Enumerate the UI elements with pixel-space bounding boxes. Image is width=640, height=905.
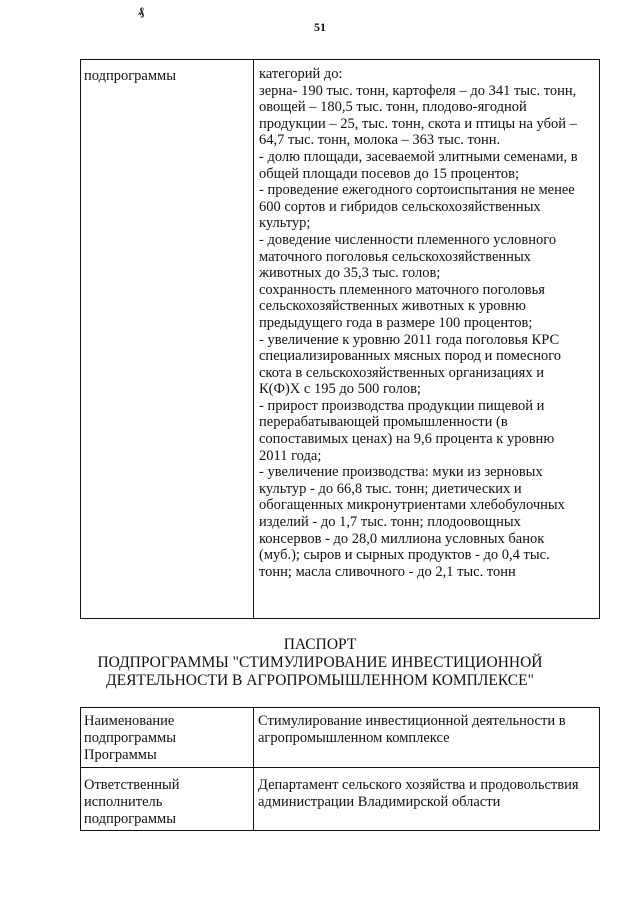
target-line: животных до 35,3 тыс. голов; (259, 265, 441, 282)
target-line: сельскохозяйственных животных к уровню (259, 298, 526, 315)
target-line: - проведение ежегодного сортоиспытания не менее (259, 182, 575, 199)
passport-subtitle-line: ПОДПРОГРАММЫ "СТИМУЛИРОВАНИЕ ИНВЕСТИЦИОННОЙ (97, 654, 543, 671)
target-line: 64,7 тыс. тонн, молока – 363 тыс. тонн. (259, 132, 501, 149)
cell-line: агропромышленном комплексе (258, 730, 450, 746)
cell-line: подпрограммы (84, 730, 176, 746)
table-row-divider (81, 767, 599, 768)
page-number: 51 (314, 20, 326, 34)
target-line: изделий - до 1,7 тыс. тонн; плодоовощных (259, 514, 521, 531)
cell-line: Стимулирование инвестиционной деятельности в (258, 713, 566, 729)
target-line: сопоставимых ценах) на 9,6 процента к уровню (259, 431, 555, 448)
target-line: категорий до: (259, 66, 343, 82)
table-cell-executor-value (258, 777, 598, 811)
table-column-divider (253, 60, 254, 618)
target-line: - увеличение производства: муки из зерновых (259, 464, 543, 481)
target-line: - прирост производства продукции пищевой и (259, 397, 545, 414)
target-line: предыдущего года в размере 100 процентов; (259, 314, 533, 331)
target-line: 600 сортов и гибридов сельскохозяйственных (259, 198, 541, 215)
target-line: - долю площади, засеваемой элитными семенами, в (259, 148, 578, 165)
table-column-divider (253, 708, 254, 830)
target-line: перерабатывающей промышленности (в (259, 414, 508, 431)
cell-line: Ответственный (84, 777, 180, 793)
passport-title: ПАСПОРТ (283, 636, 357, 653)
target-line: специализированных мясных пород и помесного (259, 348, 562, 365)
target-line: маточного поголовья сельскохозяйственных (259, 248, 531, 265)
target-line: зерна- 190 тыс. тонн, картофеля – до 341 тыс. тонн, (259, 82, 577, 99)
table-cell-name-label (84, 713, 249, 764)
cell-line: подпрограммы (84, 811, 176, 827)
target-line: (муб.); сыров и сырных продуктов - до 0,4 тыс. (259, 547, 550, 564)
target-line: обогащенных микронутриентами хлебобулочных (259, 497, 565, 514)
passport-table (80, 707, 600, 831)
target-line: общей площади посевов до 15 процентов; (259, 165, 519, 182)
cell-line: Департамент сельского хозяйства и продовольствия (258, 777, 579, 793)
target-line: продукции – 25, тыс. тонн, скота и птицы на убой – (259, 115, 577, 132)
target-line: - увеличение к уровню 2011 года поголовья КРС (259, 331, 560, 348)
continued-table (80, 59, 600, 619)
cell-line: администрации Владимирской области (258, 794, 501, 810)
target-line: скота в сельскохозяйственных организациях и (259, 364, 544, 381)
table-cell-targets (259, 66, 597, 580)
cell-line: Наименование (84, 713, 175, 729)
cell-line: исполнитель (84, 794, 163, 810)
target-line: овощей – 180,5 тыс. тонн, плодово-ягодной (259, 99, 527, 116)
passport-heading (0, 636, 640, 690)
target-line: тонн; масла сливочного - до 2,1 тыс. тонн (259, 563, 516, 580)
table-cell-label: подпрограммы (84, 68, 176, 84)
target-line: - доведение численности племенного условного (259, 231, 557, 248)
target-line: культур; (259, 215, 311, 232)
target-line: культур - до 66,8 тыс. тонн; диетических и (259, 480, 522, 497)
target-line: консервов - до 28,0 миллиона условных банок (259, 530, 545, 547)
target-line: К(Ф)Х с 195 до 500 голов; (259, 381, 421, 398)
scan-mark: ₰ (138, 4, 144, 18)
cell-line: Программы (84, 747, 157, 763)
table-cell-name-value (258, 713, 598, 747)
target-line: 2011 года; (259, 447, 322, 464)
table-cell-executor-label (84, 777, 249, 828)
target-line: сохранность племенного маточного поголовья (259, 281, 545, 298)
passport-subtitle-line: ДЕЯТЕЛЬНОСТИ В АГРОПРОМЫШЛЕННОМ КОМПЛЕКСЕ" (106, 672, 534, 689)
